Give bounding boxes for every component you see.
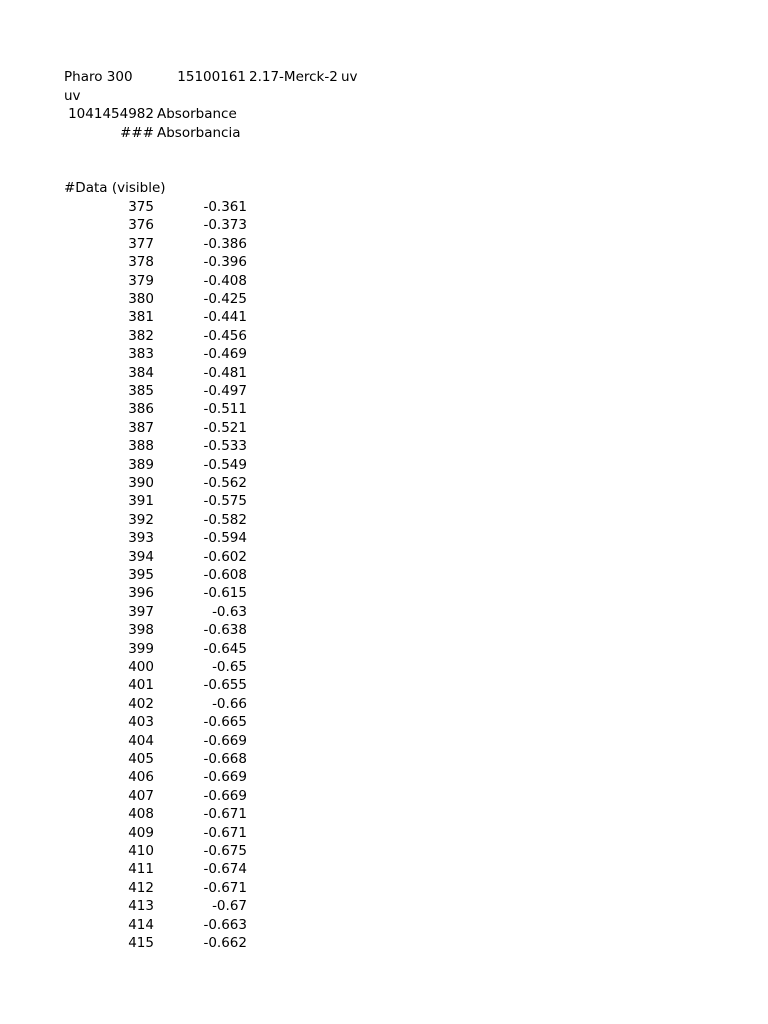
absorbance-cell: -0.663: [203, 916, 247, 933]
data-table: [0, 198, 768, 958]
table-row: [0, 842, 768, 860]
absorbance-cell: -0.674: [203, 861, 247, 878]
overflow-value-cell: ###: [120, 125, 154, 141]
table-row: [0, 584, 768, 602]
wavelength-cell: 383: [128, 346, 154, 363]
table-row: [0, 621, 768, 639]
wavelength-cell: 402: [128, 695, 154, 712]
table-row: [0, 897, 768, 915]
absorbance-cell: -0.638: [203, 622, 247, 639]
absorbance-cell: -0.671: [203, 824, 247, 841]
table-row: [0, 216, 768, 234]
table-row: [0, 676, 768, 694]
absorbance-cell: -0.63: [212, 603, 247, 620]
table-row: [0, 511, 768, 529]
absorbance-cell: -0.373: [203, 217, 247, 234]
absorbance-cell: -0.645: [203, 640, 247, 657]
absorbance-cell: -0.562: [203, 475, 247, 491]
absorbance-cell: -0.361: [203, 199, 247, 215]
wavelength-cell: 380: [128, 291, 154, 307]
absorbance-cell: -0.602: [203, 548, 247, 565]
absorbance-cell: -0.582: [203, 511, 247, 528]
absorbance-cell: -0.469: [203, 346, 247, 363]
wavelength-cell: 406: [128, 769, 154, 786]
mode-secondary-cell: uv: [64, 88, 81, 104]
absorbance-cell: -0.533: [203, 438, 247, 455]
wavelength-cell: 392: [128, 511, 154, 528]
wavelength-cell: 385: [128, 383, 154, 399]
absorbance-cell: -0.441: [203, 309, 247, 326]
table-row: [0, 235, 768, 253]
table-row: [0, 805, 768, 823]
absorbance-cell: -0.67: [212, 898, 247, 915]
absorbance-cell: -0.497: [203, 383, 247, 399]
table-row: [0, 640, 768, 658]
table-row: [0, 198, 768, 216]
wavelength-cell: 400: [128, 659, 154, 675]
wavelength-cell: 390: [128, 475, 154, 491]
absorbance-cell: -0.671: [203, 879, 247, 896]
wavelength-cell: 386: [128, 401, 154, 418]
absorbance-cell: -0.66: [212, 695, 247, 712]
wavelength-cell: 391: [128, 493, 154, 510]
absorbance-cell: -0.671: [203, 806, 247, 823]
table-row: [0, 658, 768, 676]
absorbance-cell: -0.615: [203, 585, 247, 602]
wavelength-cell: 387: [128, 419, 154, 436]
wavelength-cell: 379: [128, 272, 154, 289]
table-row: [0, 253, 768, 271]
absorbance-cell: -0.456: [203, 327, 247, 344]
table-row: [0, 474, 768, 492]
table-row: [0, 456, 768, 474]
wavelength-cell: 375: [128, 199, 154, 215]
data-section-label: #Data (visible): [64, 180, 166, 196]
serial-number-cell: 15100161: [177, 69, 246, 85]
absorbance-cell: -0.386: [203, 235, 247, 252]
wavelength-cell: 376: [128, 217, 154, 234]
table-row: [0, 548, 768, 566]
absorbance-cell: -0.669: [203, 787, 247, 804]
absorbance-cell: -0.675: [203, 843, 247, 859]
table-row: [0, 382, 768, 400]
wavelength-cell: 407: [128, 787, 154, 804]
absorbance-cell: -0.669: [203, 732, 247, 749]
absorbance-cell: -0.668: [203, 751, 247, 767]
absorbance-cell: -0.662: [203, 935, 247, 951]
table-row: [0, 934, 768, 952]
table-row: [0, 768, 768, 786]
table-row: [0, 272, 768, 290]
absorbance-cell: -0.608: [203, 567, 247, 583]
wavelength-cell: 377: [128, 235, 154, 252]
table-row: [0, 327, 768, 345]
wavelength-cell: 411: [128, 861, 154, 878]
absorbance-cell: -0.396: [203, 254, 247, 271]
wavelength-cell: 398: [128, 622, 154, 639]
absorbance-cell: -0.549: [203, 456, 247, 473]
instrument-name-cell: Pharo 300: [64, 69, 133, 85]
absorbance-cell: -0.408: [203, 272, 247, 289]
wavelength-cell: 403: [128, 714, 154, 731]
wavelength-cell: 388: [128, 438, 154, 455]
wavelength-cell: 408: [128, 806, 154, 823]
sample-id-cell: 1041454982: [68, 106, 154, 122]
table-row: [0, 345, 768, 363]
table-row: [0, 713, 768, 731]
wavelength-cell: 415: [128, 935, 154, 951]
table-row: [0, 437, 768, 455]
table-row: [0, 916, 768, 934]
wavelength-cell: 410: [128, 843, 154, 859]
table-row: [0, 364, 768, 382]
absorbance-cell: -0.481: [203, 364, 247, 381]
wavelength-cell: 381: [128, 309, 154, 326]
table-row: [0, 695, 768, 713]
table-row: [0, 787, 768, 805]
table-row: [0, 603, 768, 621]
wavelength-cell: 399: [128, 640, 154, 657]
absorbance-cell: -0.669: [203, 769, 247, 786]
measurement-type-cell: Absorbance: [157, 106, 237, 122]
wavelength-cell: 413: [128, 898, 154, 915]
table-row: [0, 879, 768, 897]
wavelength-cell: 401: [128, 677, 154, 694]
absorbance-cell: -0.521: [203, 419, 247, 436]
table-row: [0, 308, 768, 326]
table-row: [0, 529, 768, 547]
absorbance-cell: -0.65: [212, 659, 247, 675]
wavelength-cell: 397: [128, 603, 154, 620]
mode-cell: uv: [341, 69, 358, 85]
wavelength-cell: 405: [128, 751, 154, 767]
wavelength-cell: 389: [128, 456, 154, 473]
wavelength-cell: 412: [128, 879, 154, 896]
absorbance-cell: -0.655: [203, 677, 247, 694]
table-row: [0, 732, 768, 750]
table-row: [0, 492, 768, 510]
method-name-cell: 2.17-Merck-2: [249, 69, 338, 85]
wavelength-cell: 396: [128, 585, 154, 602]
wavelength-cell: 384: [128, 364, 154, 381]
absorbance-cell: -0.594: [203, 530, 247, 547]
absorbance-cell: -0.425: [203, 291, 247, 307]
wavelength-cell: 395: [128, 567, 154, 583]
wavelength-cell: 393: [128, 530, 154, 547]
wavelength-cell: 394: [128, 548, 154, 565]
table-row: [0, 860, 768, 878]
table-row: [0, 824, 768, 842]
measurement-type-es-cell: Absorbancia: [157, 125, 241, 141]
wavelength-cell: 409: [128, 824, 154, 841]
wavelength-cell: 378: [128, 254, 154, 271]
wavelength-cell: 414: [128, 916, 154, 933]
wavelength-cell: 404: [128, 732, 154, 749]
wavelength-cell: 382: [128, 327, 154, 344]
table-row: [0, 400, 768, 418]
table-row: [0, 566, 768, 584]
table-row: [0, 290, 768, 308]
absorbance-cell: -0.575: [203, 493, 247, 510]
absorbance-cell: -0.665: [203, 714, 247, 731]
table-row: [0, 419, 768, 437]
table-row: [0, 750, 768, 768]
absorbance-cell: -0.511: [203, 401, 247, 418]
